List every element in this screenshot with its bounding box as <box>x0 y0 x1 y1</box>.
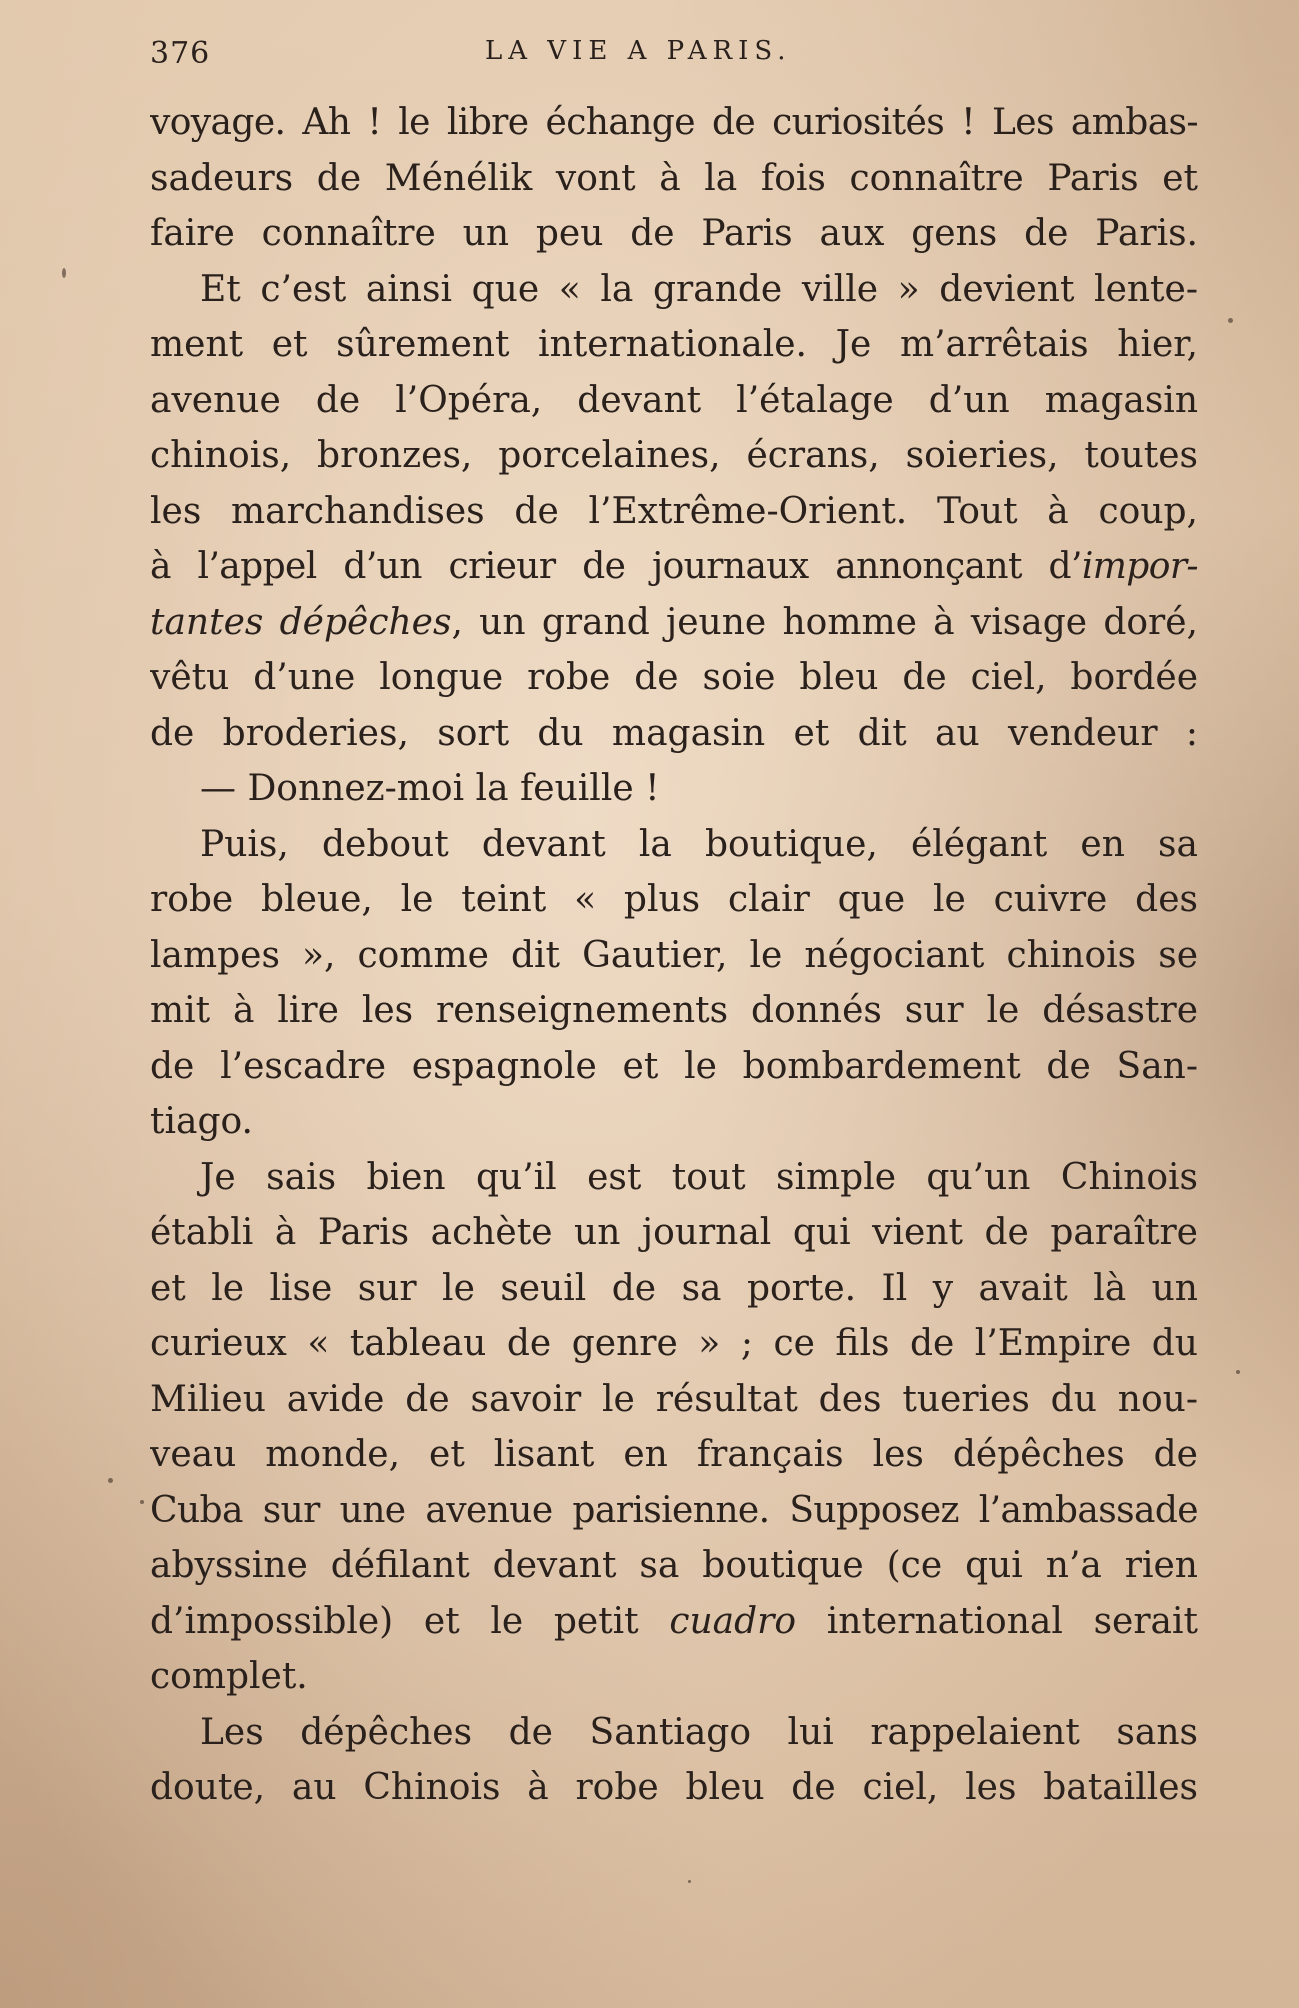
text-line: de l’escadre espagnole et le bombardement de San- <box>150 1045 1198 1087</box>
italic-text: tantes dépêches <box>150 601 452 643</box>
body-text <box>150 95 1198 1816</box>
running-head: LA VIE A PARIS. <box>485 36 792 66</box>
text-line: mit à lire les renseignements donnés sur le désastre <box>150 990 1198 1031</box>
text-line: doute, au Chinois à robe bleu de ciel, les batailles <box>150 1767 1198 1808</box>
text-line: robe bleue, le teint « plus clair que le cuivre des <box>150 879 1198 920</box>
text-line: veau monde, et lisant en français les dépêches de <box>150 1434 1198 1475</box>
text-line: faire connaître un peu de Paris aux gens de Paris. <box>150 213 1198 254</box>
paper-speck <box>62 268 66 278</box>
text-line <box>150 1594 1198 1650</box>
text-line <box>150 539 1198 595</box>
paper-speck <box>140 1500 144 1504</box>
text-segment: , un grand jeune homme à visage doré, <box>451 601 1198 643</box>
text-line: complet. <box>150 1656 308 1697</box>
text-line: les marchandises de l’Extrême-Orient. Tout à coup, <box>150 490 1198 532</box>
text-line: tiago. <box>150 1101 253 1142</box>
text-segment: international serait <box>796 1600 1198 1642</box>
text-line: Et c’est ainsi que « la grande ville » devient lente- <box>200 268 1198 310</box>
paper-speck <box>108 1478 113 1483</box>
text-line: de broderies, sort du magasin et dit au vendeur : <box>150 712 1198 754</box>
italic-text: cuadro <box>669 1600 797 1642</box>
text-line: voyage. Ah ! le libre échange de curiosités ! Les ambas- <box>150 102 1198 143</box>
text-segment: d’impossible) et le petit <box>150 1600 670 1642</box>
paper-speck <box>1236 1370 1240 1374</box>
text-line: Puis, debout devant la boutique, élégant en sa <box>200 823 1198 865</box>
page-number: 376 <box>150 36 211 71</box>
text-line: abyssine défilant devant sa boutique (ce qui n’a rien <box>150 1545 1198 1586</box>
text-line: lampes », comme dit Gautier, le négociant chinois se <box>150 934 1198 976</box>
text-line: avenue de l’Opéra, devant l’étalage d’un magasin <box>150 379 1198 421</box>
text-line: Les dépêches de Santiago lui rappelaient sans <box>200 1711 1198 1753</box>
text-line: Je sais bien qu’il est tout simple qu’un Chinois <box>200 1156 1198 1198</box>
text-line: Milieu avide de savoir le résultat des tueries du nou- <box>150 1378 1198 1420</box>
text-line: vêtu d’une longue robe de soie bleu de ciel, bordée <box>150 657 1198 698</box>
paper-speck <box>1228 318 1233 323</box>
text-line: sadeurs de Ménélik vont à la fois connaître Paris et <box>150 157 1198 199</box>
text-segment: à l’appel d’un crieur de journaux annonçant d’ <box>150 546 1082 587</box>
italic-text: impor- <box>1081 546 1198 587</box>
text-line: curieux « tableau de genre » ; ce fils de l’Empire du <box>150 1323 1198 1364</box>
text-line: Cuba sur une avenue parisienne. Supposez l’ambassade <box>150 1489 1198 1531</box>
text-line: chinois, bronzes, porcelaines, écrans, soieries, toutes <box>150 435 1198 476</box>
paper-speck <box>688 1880 691 1883</box>
text-line <box>150 595 1198 651</box>
text-line: établi à Paris achète un journal qui vient de paraître <box>150 1212 1198 1253</box>
text-line: — Donnez-moi la feuille ! <box>200 768 660 809</box>
page-header <box>150 30 950 80</box>
text-line: et le lise sur le seuil de sa porte. Il y avait là un <box>150 1267 1198 1309</box>
text-line: ment et sûrement internationale. Je m’arrêtais hier, <box>150 324 1198 365</box>
